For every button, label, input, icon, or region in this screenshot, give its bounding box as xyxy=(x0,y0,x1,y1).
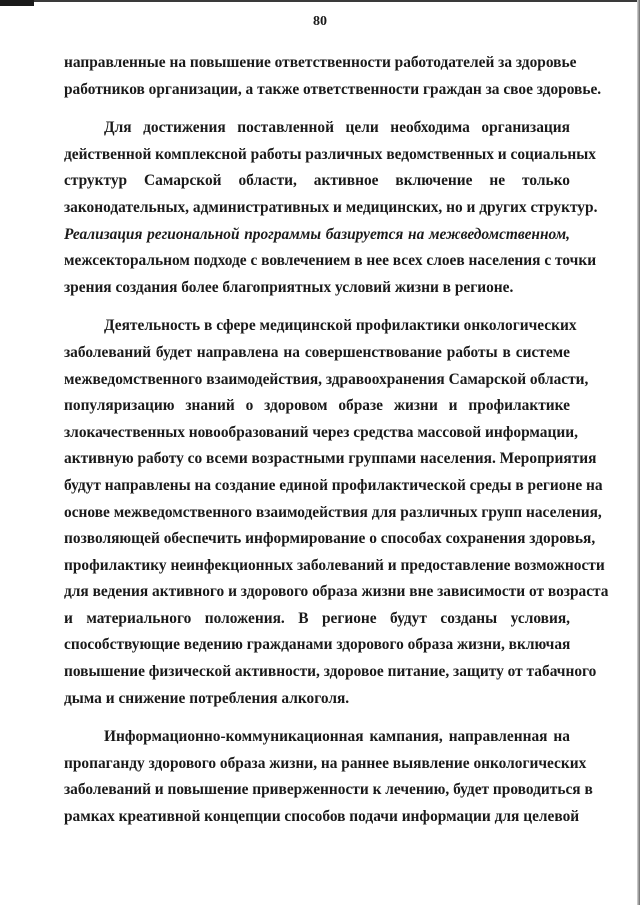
document-body xyxy=(64,50,609,831)
text-line: способствующие ведению гражданами здорового образа жизни, включая xyxy=(64,636,571,654)
text-line: Реализация региональной программы базируется на межведомственном, xyxy=(64,225,570,243)
text-line: дыма и снижение потребления алкоголя. xyxy=(64,689,350,707)
paragraph-3 xyxy=(64,313,609,712)
scan-edge-top xyxy=(0,0,640,2)
text-line: заболеваний будет направлена на совершенствование работы в системе xyxy=(64,343,570,361)
text-line: основе межведомственного взаимодействия для различных групп населения, xyxy=(64,503,602,521)
text-line: действенной комплексной работы различных ведомственных и социальных xyxy=(64,145,596,163)
scan-corner-mark xyxy=(0,0,34,6)
text-line: структур Самарской области, активное включение не только xyxy=(64,172,570,190)
text-line: повышение физической активности, здоровое питание, защиту от табачного xyxy=(64,663,597,681)
text-line: Информационно-коммуникационная кампания, направленная на xyxy=(104,728,570,746)
text-line: активную работу со всеми возрастными группами населения. Мероприятия xyxy=(64,450,597,468)
text-line: для ведения активного и здорового образа жизни вне зависимости от возраста xyxy=(64,583,609,601)
text-line: популяризацию знаний о здоровом образе жизни и профилактике xyxy=(64,397,570,415)
text-line: позволяющей обеспечить информирование о способах сохранения здоровья, xyxy=(64,530,596,548)
page-number: 80 xyxy=(313,14,327,29)
text-line: межсекторальном подходе с вовлечением в нее всех слоев населения с точки xyxy=(64,252,597,270)
text-line: работников организации, а также ответственности граждан за свое здоровье. xyxy=(64,80,602,98)
text-line: заболеваний и повышение приверженности к лечению, будет проводиться в xyxy=(64,781,593,799)
text-line: Деятельность в сфере медицинской профилактики онкологических xyxy=(104,317,577,335)
text-line: направленные на повышение ответственности работодателей за здоровье xyxy=(64,54,577,71)
text-line: зрения создания более благоприятных условий жизни в регионе. xyxy=(64,278,514,296)
text-line: и материального положения. В регионе будут созданы условия, xyxy=(64,609,570,627)
text-line: профилактику неинфекционных заболеваний и предоставление возможности xyxy=(64,556,605,574)
paragraph-2 xyxy=(64,115,598,301)
text-line: рамках креативной концепции способов подачи информации для целевой xyxy=(64,808,580,826)
paragraph-4 xyxy=(64,724,593,830)
text-line: законодательных, административных и медицинских, но и других структур. xyxy=(64,198,598,216)
text-line: злокачественных новообразований через средства массовой информации, xyxy=(64,423,578,441)
text-line: межведомственного взаимодействия, здравоохранения Самарской области, xyxy=(64,370,589,388)
paragraph-1 xyxy=(64,50,602,103)
text-line: пропаганду здорового образа жизни, на раннее выявление онкологических xyxy=(64,754,587,772)
text-line: Для достижения поставленной цели необходима организация xyxy=(104,119,570,137)
text-line: будут направлены на создание единой профилактической среды в регионе на xyxy=(64,476,603,494)
